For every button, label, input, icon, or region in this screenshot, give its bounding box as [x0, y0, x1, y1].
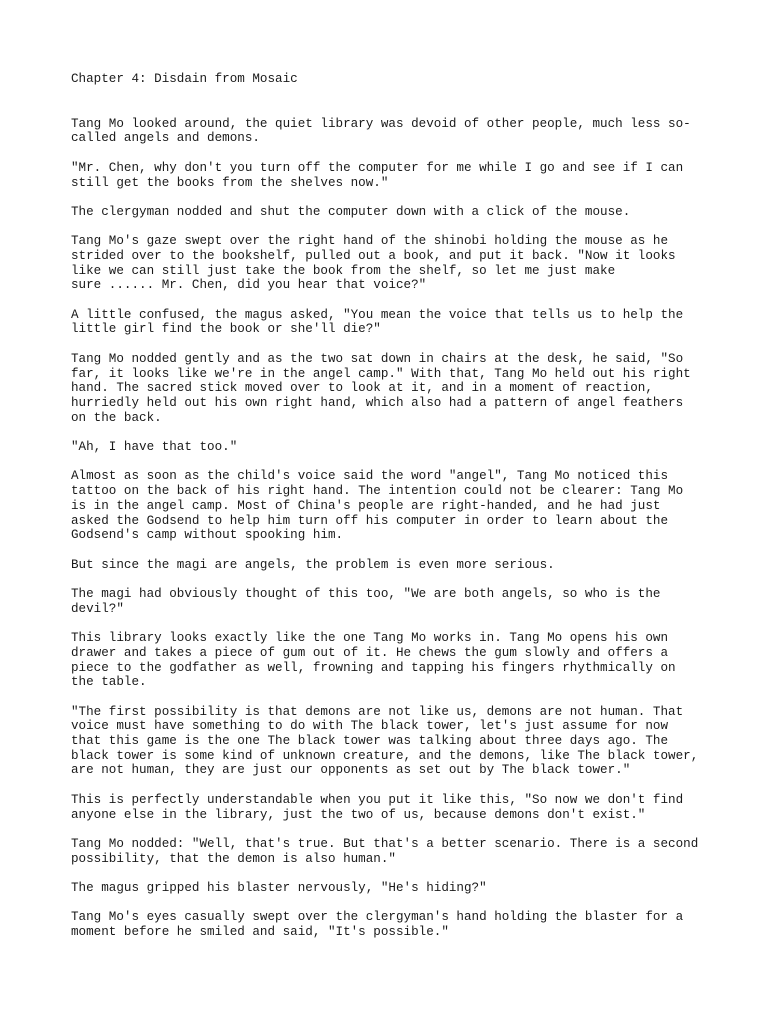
paragraph: A little confused, the magus asked, "You mean the voice that tells us to help the little girl find the book or she'll die?" [71, 307, 684, 337]
paragraph: Tang Mo's gaze swept over the right hand of the shinobi holding the mouse as he strided over to the bookshelf, pulled out a book, and put it back. "Now it looks like we can still just take the book from the shelf, so let me just make sure ...... Mr. Chen, did you hear that voice?" [71, 234, 676, 293]
document-page [71, 72, 711, 955]
paragraph: Tang Mo nodded: "Well, that's true. But that's a better scenario. There is a second possibility, that the demon is also human." [71, 836, 699, 866]
paragraph: "Mr. Chen, why don't you turn off the computer for me while I go and see if I can still get the books from the shelves now." [71, 160, 684, 190]
paragraph: The magus gripped his blaster nervously, "He's hiding?" [71, 881, 487, 896]
paragraph: But since the magi are angels, the problem is even more serious. [71, 557, 555, 572]
paragraph: Tang Mo looked around, the quiet library was devoid of other people, much less so- called angels and demons. [71, 116, 691, 146]
paragraph: This library looks exactly like the one Tang Mo works in. Tang Mo opens his own drawer and takes a piece of gum out of it. He chews the gum slowly and offers a piece to the godfather as well, frowning and tapping his fingers rhythmically on the table. [71, 631, 676, 690]
paragraph: "Ah, I have that too." [71, 440, 238, 455]
paragraph: Tang Mo nodded gently and as the two sat down in chairs at the desk, he said, "So far, it looks like we're in the angel camp." With that, Tang Mo held out his right hand. The sacred stick moved over to look at it, and in a moment of reaction, hurriedly held out his own right hand, which also had a pattern of angel feathers on the back. [71, 351, 691, 425]
chapter-title: Chapter 4: Disdain from Mosaic [71, 72, 298, 86]
paragraph: "The first possibility is that demons are not like us, demons are not human. That voice must have something to do with The black tower, let's just assume for now that this game is the one The black tower was talking about three days ago. The black tower is some kind of unknown creature, and the demons, like The black tower, are not human, they are just our opponents as set out by The black tower." [71, 704, 699, 778]
paragraph: This is perfectly understandable when you put it like this, "So now we don't find anyone else in the library, just the two of us, because demons don't exist." [71, 792, 684, 822]
paragraph: Almost as soon as the child's voice said the word "angel", Tang Mo noticed this tattoo on the back of his right hand. The intention could not be clearer: Tang Mo is in the angel camp. Most of China's people are right-handed, and he had just asked the Godsend to help him turn off his computer in order to learn about the Godsend's camp without spooking him. [71, 469, 684, 543]
paragraph: Tang Mo's eyes casually swept over the clergyman's hand holding the blaster for a moment before he smiled and said, "It's possible." [71, 910, 684, 940]
paragraph: The clergyman nodded and shut the computer down with a click of the mouse. [71, 204, 631, 219]
paragraph: The magi had obviously thought of this too, "We are both angels, so who is the devil?" [71, 587, 661, 616]
